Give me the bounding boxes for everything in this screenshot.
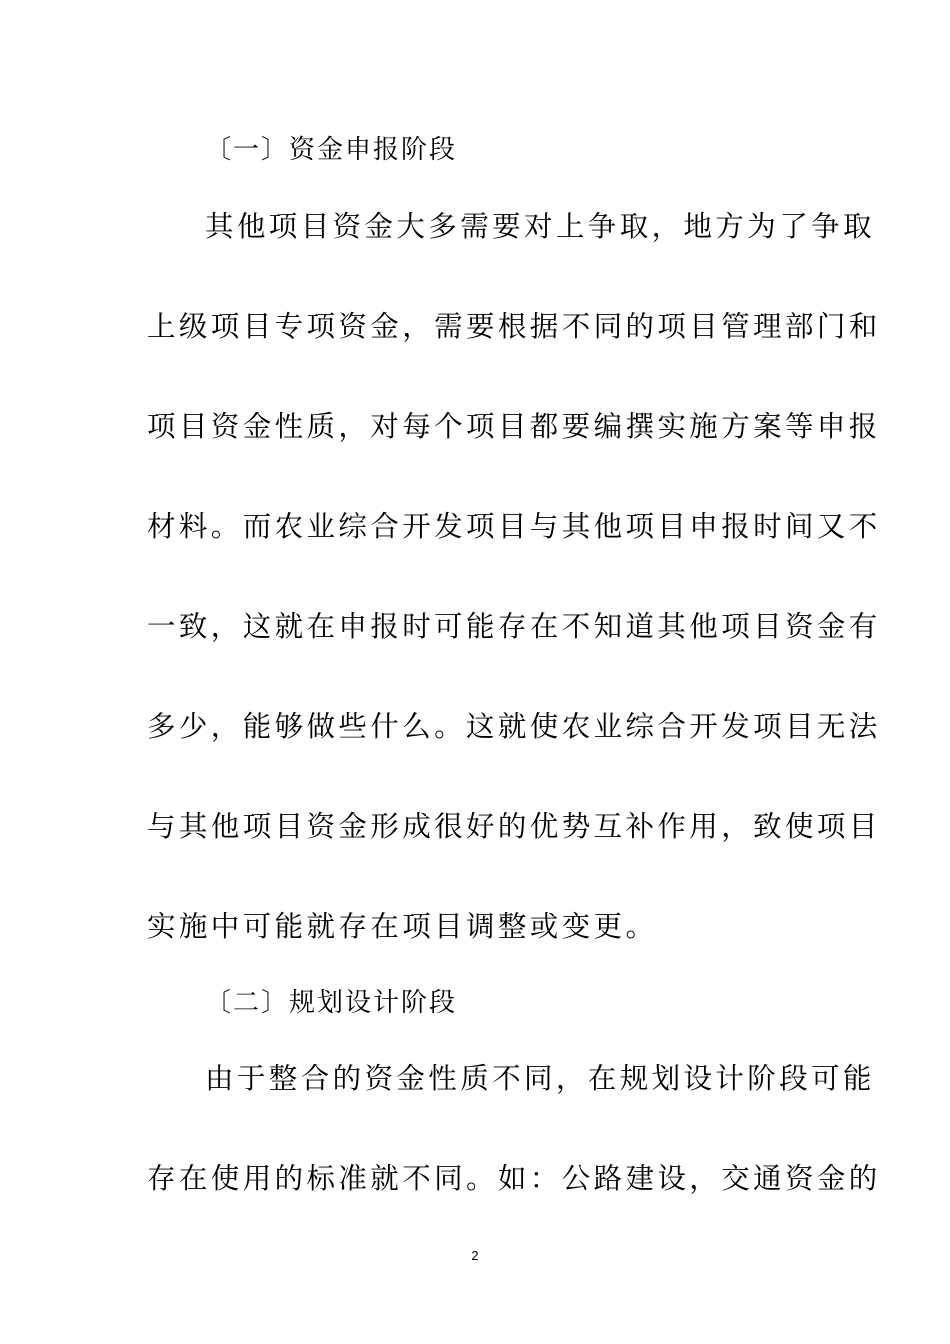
paragraph-2-line-1: 由于整合的资金性质不同，在规划设计阶段可能 bbox=[205, 1062, 875, 1095]
paragraph-1-line-5: 一致，这就在申报时可能存在不知道其他项目资金有 bbox=[147, 610, 881, 643]
paragraph-1-line-7: 与其他项目资金形成很好的优势互补作用，致使项目 bbox=[147, 810, 881, 843]
paragraph-2-line-2: 存在使用的标准就不同。如：公路建设，交通资金的 bbox=[147, 1162, 881, 1195]
section-heading-1: 〔一〕资金申报阶段 bbox=[205, 135, 458, 165]
section-heading-2: 〔二〕规划设计阶段 bbox=[205, 988, 458, 1018]
paragraph-1-line-3: 项目资金性质，对每个项目都要编撰实施方案等申报 bbox=[147, 410, 881, 443]
paragraph-1-line-2: 上级项目专项资金，需要根据不同的项目管理部门和 bbox=[147, 310, 881, 343]
paragraph-1-line-1: 其他项目资金大多需要对上争取，地方为了争取 bbox=[205, 210, 875, 243]
paragraph-1-line-4: 材料。而农业综合开发项目与其他项目申报时间又不 bbox=[147, 510, 881, 543]
paragraph-1-line-8: 实施中可能就存在项目调整或变更。 bbox=[147, 910, 658, 943]
page-number: 2 bbox=[471, 1248, 479, 1263]
paragraph-1-line-6: 多少，能够做些什么。这就使农业综合开发项目无法 bbox=[147, 710, 881, 743]
